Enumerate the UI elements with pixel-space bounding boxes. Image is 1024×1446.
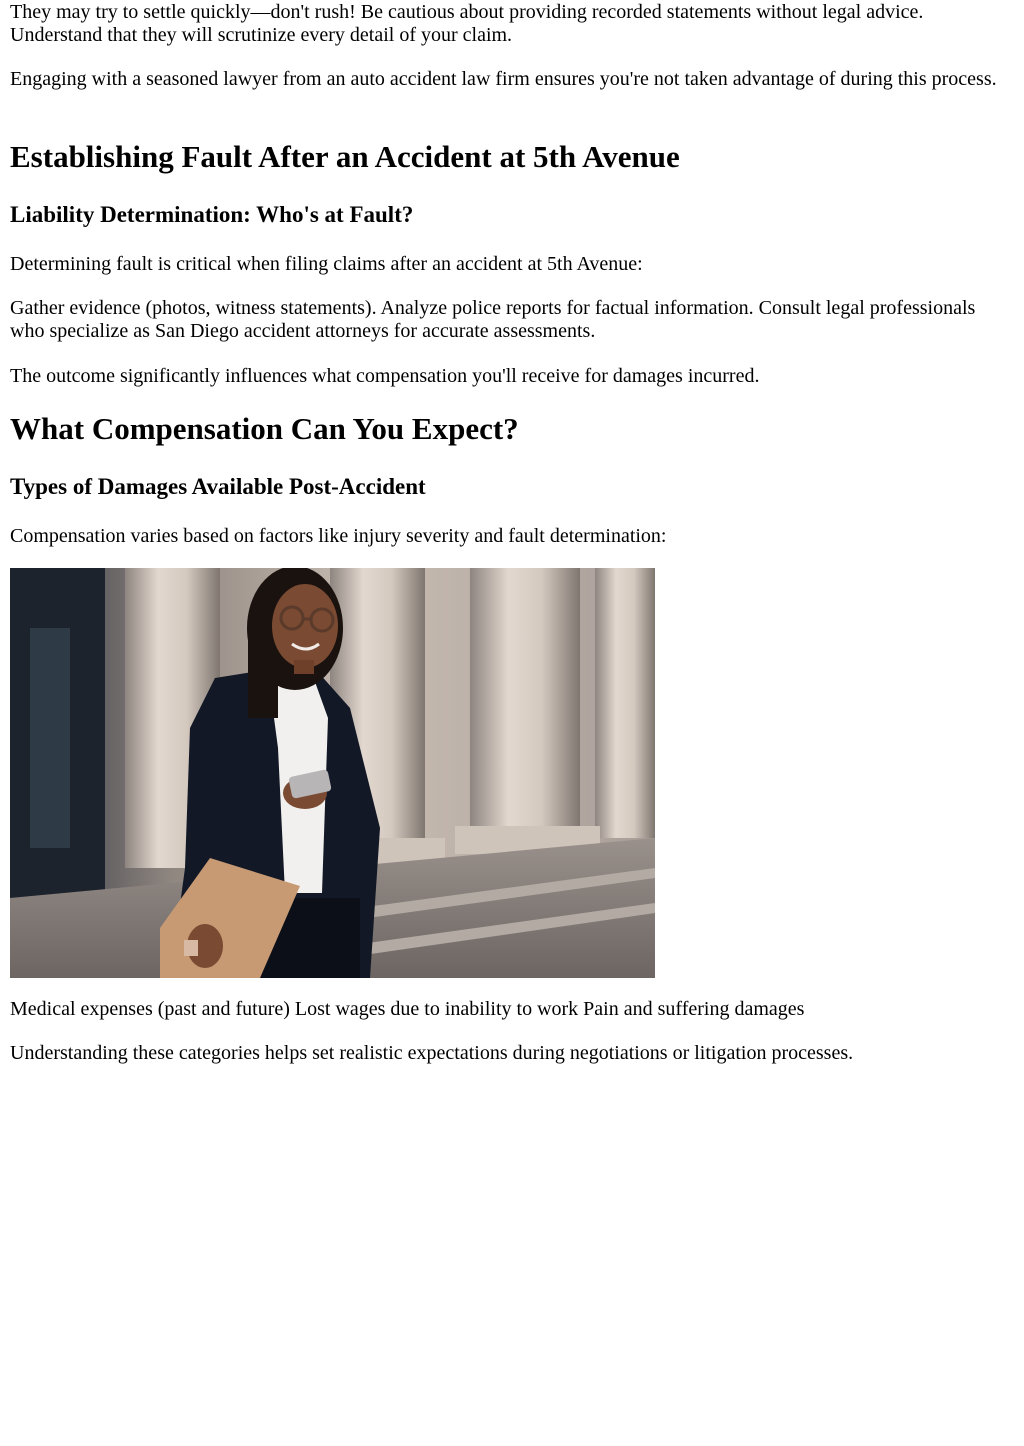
paragraph-understanding-categories: Understanding these categories helps set realistic expectations during negotiations or litigation processes. [10, 1042, 854, 1064]
paragraph-gather-evidence: Gather evidence (photos, witness statements). Analyze police reports for factual information. Consult legal professionals who specialize as San Diego accident attorneys for accurate assessments. [10, 297, 976, 342]
subheading-liability-determination: Liability Determination: Who's at Fault? [10, 202, 414, 227]
subheading-types-of-damages: Types of Damages Available Post-Accident [10, 474, 426, 499]
heading-compensation: What Compensation Can You Expect? [10, 411, 519, 446]
paragraph-damages-list: Medical expenses (past and future) Lost wages due to inability to work Pain and suffering damages [10, 998, 805, 1020]
paragraph-seasoned-lawyer: Engaging with a seasoned lawyer from an auto accident law firm ensures you're not taken advantage of during this process. [10, 68, 997, 90]
lawyer-photo [10, 568, 655, 978]
heading-establishing-fault: Establishing Fault After an Accident at 5th Avenue [10, 139, 680, 174]
paragraph-determining-fault: Determining fault is critical when filing claims after an accident at 5th Avenue: [10, 253, 643, 275]
lawyer-photo-illustration [10, 568, 655, 978]
paragraph-settle-quickly: They may try to settle quickly—don't rush! Be cautious about providing recorded statements without legal advice. Understand that they will scrutinize every detail of your claim. [10, 1, 924, 46]
paragraph-outcome: The outcome significantly influences what compensation you'll receive for damages incurred. [10, 365, 760, 387]
paragraph-compensation-varies: Compensation varies based on factors like injury severity and fault determination: [10, 525, 667, 547]
